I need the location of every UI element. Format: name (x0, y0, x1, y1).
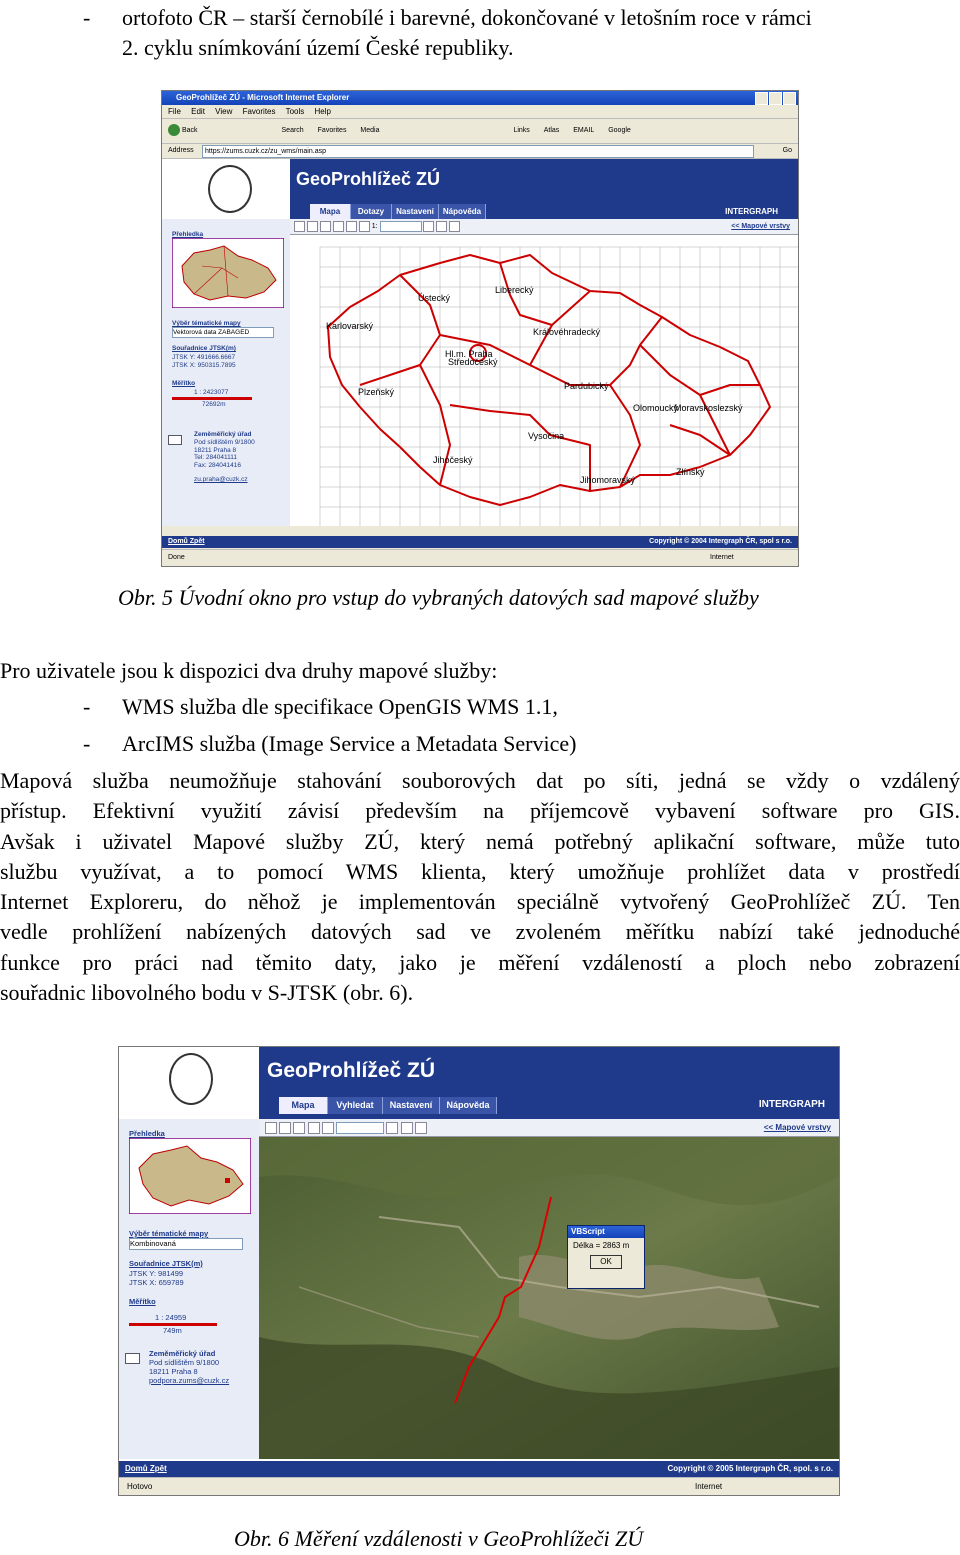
region-label: Moravskoslezský (674, 403, 743, 413)
zu-emblem-icon (208, 165, 252, 213)
scale-label: Měřítko (129, 1297, 156, 1306)
theme-block (172, 320, 274, 338)
google-button[interactable] (608, 119, 631, 143)
ie-status-bar (119, 1477, 839, 1495)
service-text: WMS služba dle specifikace OpenGIS WMS 1.1, (122, 694, 558, 719)
back-button[interactable] (168, 119, 198, 143)
dialog-title: VBScript (568, 1226, 644, 1238)
back-label: Back (182, 127, 198, 134)
google-label: Google (608, 127, 631, 134)
search-button[interactable] (282, 119, 304, 143)
zoom-in-icon[interactable] (294, 221, 305, 232)
full-extent-icon[interactable] (308, 1122, 320, 1134)
menu-favorites[interactable]: Favorites (242, 107, 276, 116)
office-email[interactable]: zu.praha@cuzk.cz (194, 475, 248, 483)
minimize-button[interactable] (755, 92, 768, 105)
footer-copyright: Copyright © 2004 Intergraph ČR, spol s r.o. (649, 538, 792, 545)
theme-label: Výběr tématické mapy (172, 320, 241, 327)
print-icon[interactable] (436, 221, 447, 232)
atlas-button[interactable] (544, 119, 560, 143)
map-toolbar (290, 219, 798, 235)
overview-map[interactable] (172, 238, 284, 308)
intergraph-logo: INTERGRAPH (725, 207, 778, 216)
measure-icon[interactable] (386, 1122, 398, 1134)
office-tel: Tel: 284041111 (194, 454, 238, 462)
bullet-dash: - (83, 731, 91, 756)
scale-block (172, 379, 252, 409)
menu-file[interactable]: File (168, 107, 181, 116)
app-tabs (279, 1097, 497, 1114)
intergraph-logo: INTERGRAPH (758, 1099, 825, 1110)
coord-x: JTSK X: 659789 (129, 1278, 184, 1287)
paragraph-line: Avšak i uživatel Mapové služby ZÚ, který nemá potřebný aplikační software, může tuto (0, 828, 960, 854)
email-button[interactable] (573, 119, 594, 143)
zoom-out-icon[interactable] (279, 1122, 291, 1134)
print-icon[interactable] (401, 1122, 413, 1134)
media-label: Media (360, 127, 380, 134)
office-city: 18211 Praha 8 (194, 446, 237, 454)
address-label: Address (168, 147, 194, 154)
scale-length: 749m (163, 1326, 182, 1335)
ie-title-bar (162, 91, 798, 105)
region-label: Plzeňský (358, 387, 395, 397)
app-tabs (310, 204, 486, 219)
scale-value: 1 : 2423077 (194, 389, 229, 396)
favorites-label: Favorites (317, 127, 347, 134)
overview-label: Přehledka (129, 1129, 165, 1138)
office-street: Pod sídlištěm 9/1800 (149, 1358, 220, 1367)
map-toolbar (259, 1119, 839, 1137)
tab-napoveda[interactable]: Nápověda (440, 1097, 497, 1114)
favorites-button[interactable] (318, 119, 347, 143)
theme-block (129, 1229, 243, 1250)
mail-icon[interactable] (125, 1353, 140, 1364)
office-name: Zeměměřický úřad (194, 431, 252, 438)
address-input[interactable]: https://zums.cuzk.cz/zu_wms/main.asp (202, 145, 754, 158)
identify-icon[interactable] (322, 1122, 334, 1134)
coord-x: JTSK X: 950315.7895 (172, 362, 236, 369)
paragraph-line: funkce pro práci nad těmito daty, jako je měření vzdáleností a ploch nebo zobrazení (0, 949, 960, 975)
app-header (162, 159, 798, 219)
services-intro: Pro uživatele jsou k dispozici dva druhy mapové služby: (0, 658, 498, 683)
theme-label: Výběr tématické mapy (129, 1229, 209, 1238)
dialog-message: Délka = 2863 m (573, 1241, 630, 1250)
office-city: 18211 Praha 8 (149, 1367, 198, 1376)
region-label: Hl.m. Praha (445, 349, 493, 359)
mail-icon[interactable] (168, 435, 182, 445)
menu-help[interactable]: Help (314, 107, 331, 116)
footer-copyright: Copyright © 2005 Intergraph ČR, spol. s r.o. (667, 1464, 833, 1473)
clear-icon[interactable] (449, 221, 460, 232)
scale-select[interactable] (336, 1122, 384, 1134)
theme-select[interactable]: Vektorová data ZABAGED (172, 327, 274, 338)
tab-nastaveni[interactable]: Nastavení (383, 1097, 440, 1114)
scale-select-label: 1: (371, 223, 378, 230)
measure-icon[interactable] (423, 221, 434, 232)
full-extent-icon[interactable] (333, 221, 344, 232)
coords-block (129, 1259, 203, 1288)
app-header (119, 1047, 839, 1119)
bullet-text-line1: ortofoto ČR – starší černobílé i barevné, dokončované v letošním roce v rámci (122, 5, 812, 30)
zu-emblem-icon (169, 1053, 213, 1105)
menu-view[interactable]: View (215, 107, 233, 116)
scale-value: 1 : 24959 (155, 1313, 187, 1322)
zoom-out-icon[interactable] (307, 221, 318, 232)
tab-dotazy[interactable]: Dotazy (351, 204, 392, 219)
maximize-button[interactable] (769, 92, 782, 105)
app-footer (119, 1461, 839, 1477)
pan-icon[interactable] (293, 1122, 305, 1134)
zu-logo (162, 159, 290, 219)
bullet-dash: - (83, 694, 91, 719)
identify-icon[interactable] (346, 221, 357, 232)
region-label: Pardubický (564, 381, 609, 391)
atlas-label: Atlas (543, 127, 560, 134)
ie-status-bar (162, 549, 798, 566)
region-label: Olomoucký (633, 403, 679, 413)
ie-menu-bar (162, 105, 798, 119)
paragraph-line: souřadnic libovolného bodu v S-JTSK (obr. 6). (0, 980, 414, 1006)
coord-y: JTSK Y: 491666.6667 (172, 353, 236, 361)
aerial-photo[interactable] (259, 1137, 839, 1459)
footer-links[interactable]: Domů Zpět (125, 1464, 167, 1473)
tab-vyhledat[interactable]: Vyhledat (328, 1097, 383, 1114)
menu-tools[interactable]: Tools (285, 107, 305, 116)
back-to-layers-link[interactable]: << Mapové vrstvy (763, 1123, 831, 1132)
office-fax: Fax: 284041416 (194, 462, 241, 470)
screenshot-geoprohlizec-overview (161, 90, 799, 567)
back-arrow-icon (168, 124, 180, 136)
app-title: GeoProhlížeč ZÚ (267, 1059, 436, 1082)
pan-icon[interactable] (320, 221, 331, 232)
map-view[interactable] (290, 235, 798, 526)
figure-caption-6: Obr. 6 Měření vzdálenosti v GeoProhlížeči ZÚ (234, 1526, 644, 1551)
coords-label: Souřadnice JTSK(m) (172, 345, 236, 352)
region-map[interactable] (290, 235, 798, 526)
map-view[interactable] (259, 1137, 839, 1459)
menu-edit[interactable]: Edit (191, 107, 205, 116)
paragraph-line: vedle prohlížení nabízených datových sad ve zvoleném měřítku nabízí také jednoduché (0, 919, 960, 945)
region-label: Liberecký (495, 285, 534, 295)
office-street: Pod sídlištěm 9/1800 (194, 438, 255, 446)
clear-icon[interactable] (415, 1122, 427, 1134)
media-button[interactable] (360, 119, 379, 143)
tab-mapa[interactable]: Mapa (279, 1097, 328, 1114)
close-button[interactable] (783, 92, 796, 105)
overview-block (129, 1129, 251, 1214)
status-text: Hotovo (127, 1482, 153, 1491)
status-zone: Internet (710, 554, 734, 561)
region-label: Jihomoravský (580, 475, 636, 485)
scale-label: Měřítko (172, 380, 196, 387)
sidebar (119, 1119, 259, 1459)
overview-block (172, 231, 284, 308)
email-label: EMAIL (573, 127, 595, 134)
scale-length: 72692m (202, 401, 226, 408)
region-label: Zlínský (676, 467, 705, 477)
search-label: Search (281, 127, 304, 134)
status-text: Done (168, 554, 185, 561)
back-to-layers-link[interactable]: << Mapové vrstvy (731, 223, 790, 230)
ie-window-title: GeoProhlížeč ZÚ - Microsoft Internet Explorer (176, 93, 350, 102)
body-paragraph (0, 766, 960, 1008)
office-block (194, 431, 255, 484)
status-zone: Internet (695, 1482, 723, 1491)
screenshot-distance-measure (118, 1046, 840, 1496)
overview-label: Přehledka (172, 231, 204, 238)
region-label: Jihočeský (433, 455, 473, 465)
refresh-icon[interactable] (359, 221, 370, 232)
coords-label: Souřadnice JTSK(m) (129, 1259, 203, 1268)
tab-mapa[interactable]: Mapa (310, 204, 351, 219)
go-button[interactable]: Go (782, 147, 792, 154)
window-buttons (754, 92, 796, 110)
region-label: Středočeský (448, 357, 498, 367)
tab-nastaveni[interactable]: Nastavení (392, 204, 439, 219)
ie-toolbar (162, 119, 798, 144)
office-block (149, 1349, 229, 1385)
bullet-dash: - (83, 5, 91, 30)
zoom-in-icon[interactable] (265, 1122, 277, 1134)
ie-address-bar (162, 144, 798, 159)
paragraph-line: Internet Exploreru, do něhož je implementován speciálně vytvořený GeoProhlížeč ZÚ. Ten (0, 889, 960, 915)
zu-logo (119, 1047, 259, 1119)
overview-map[interactable] (129, 1138, 251, 1214)
coords-block (172, 345, 236, 371)
theme-select[interactable]: Kombinovaná (129, 1238, 243, 1250)
paragraph-line: Mapová služba neumožňuje stahování souborových dat po síti, jedná se vždy o vzdálený (0, 768, 960, 793)
figure-caption-5: Obr. 5 Úvodní okno pro vstup do vybraných datových sad mapové služby (118, 585, 759, 610)
service-text: ArcIMS služba (Image Service a Metadata Service) (122, 731, 577, 756)
links-label: Links (513, 127, 530, 134)
scale-select[interactable] (380, 221, 422, 232)
app-title: GeoProhlížeč ZÚ (296, 169, 441, 189)
sidebar (162, 219, 290, 526)
bullet-text-line2: 2. cyklu snímkování území České republiky. (122, 35, 514, 60)
region-label: Královéhradecký (533, 327, 601, 337)
region-label: Ústecký (418, 293, 451, 303)
scale-block (129, 1297, 217, 1336)
vbscript-dialog (567, 1225, 645, 1289)
region-label: Vysočina (528, 431, 565, 441)
links-button[interactable] (513, 119, 529, 143)
footer-links[interactable]: Domů Zpět (168, 538, 205, 545)
paragraph-line: službu využívat, a to pomocí WMS klienta, který umožňuje prohlížet data v prostředí (0, 858, 960, 884)
paragraph-line: přístup. Efektivní využití závisí především na příjemcově vybavení software pro GIS. (0, 798, 960, 824)
tab-napoveda[interactable]: Nápověda (439, 204, 486, 219)
region-label: Karlovarský (326, 321, 374, 331)
office-email[interactable]: podpora.zums@cuzk.cz (149, 1376, 230, 1385)
coord-y: JTSK Y: 981499 (129, 1268, 184, 1278)
app-footer (162, 536, 798, 548)
office-name: Zeměměřický úřad (149, 1349, 216, 1358)
dialog-ok-button[interactable]: OK (590, 1255, 622, 1269)
